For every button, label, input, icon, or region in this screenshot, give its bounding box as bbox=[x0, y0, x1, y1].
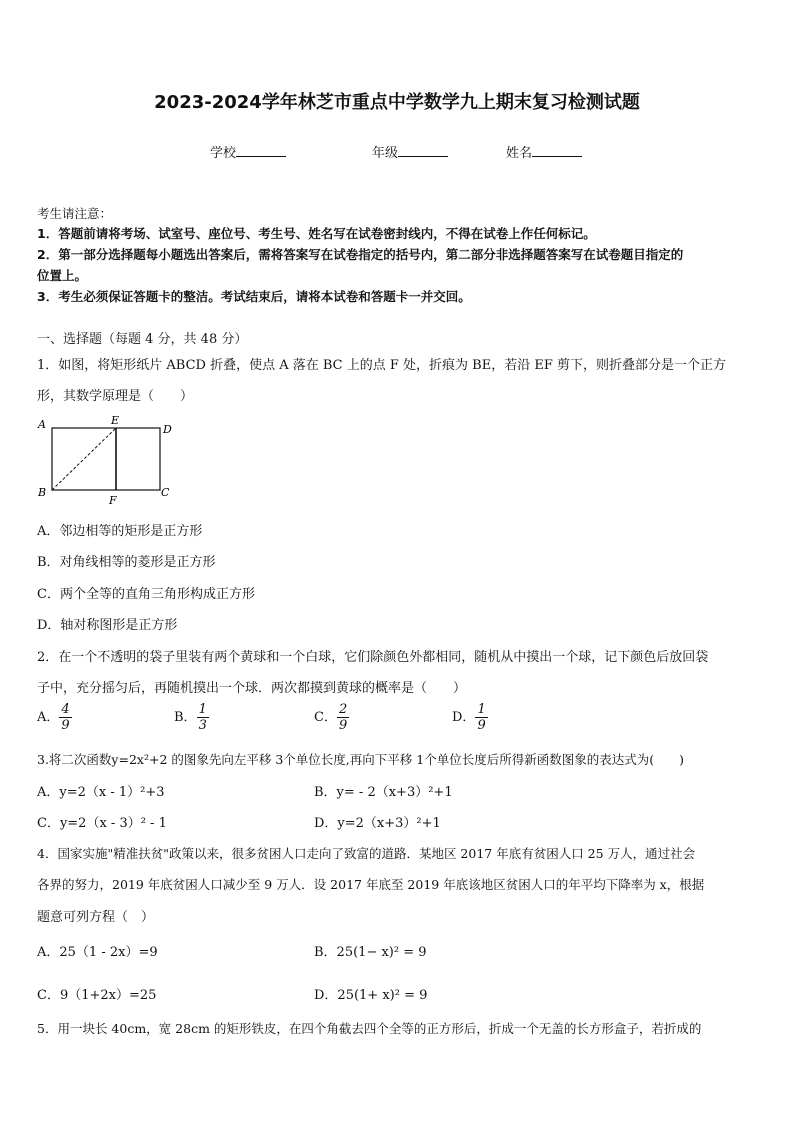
school-label: 学校 bbox=[210, 146, 237, 161]
notice-item: 2．第一部分选择题每小题选出答案后，需将答案写在试卷指定的括号内，第二部分非选择题答案写在试卷题目指定的 bbox=[37, 247, 684, 262]
denominator: 9 bbox=[477, 718, 486, 733]
q3-option-a[interactable]: A．y=2（x - 1）²+3 bbox=[37, 785, 165, 800]
label-d: D bbox=[163, 423, 172, 436]
grade-blank[interactable] bbox=[398, 144, 448, 157]
question-4-line: 4．国家实施"精准扶贫"政策以来，很多贫困人口走向了致富的道路．某地区 2017 年底有贫困人口 25 万人，通过社会 bbox=[37, 846, 696, 861]
q3-option-b[interactable]: B．y= - 2（x+3）²+1 bbox=[314, 785, 453, 800]
q2-option-b[interactable] bbox=[174, 702, 209, 733]
q1-option-a[interactable]: A．邻边相等的矩形是正方形 bbox=[37, 524, 203, 539]
q4-option-c[interactable]: C．9（1+2x）=25 bbox=[37, 988, 157, 1003]
q1-option-d[interactable]: D．轴对称图形是正方形 bbox=[37, 618, 178, 633]
q2-option-a[interactable] bbox=[37, 702, 72, 733]
question-1-line: 形，其数学原理是（ ） bbox=[37, 389, 194, 404]
q2-option-c[interactable] bbox=[314, 702, 349, 733]
school-field[interactable] bbox=[210, 142, 286, 161]
notice-item: 位置上。 bbox=[37, 268, 88, 283]
numerator: 4 bbox=[61, 702, 70, 717]
numerator: 1 bbox=[477, 702, 486, 717]
notice-heading: 考生请注意： bbox=[37, 206, 113, 221]
page-title: 2023-2024学年林芝市重点中学数学九上期末复习检测试题 bbox=[154, 92, 640, 113]
numerator: 2 bbox=[338, 702, 348, 717]
label-b: B bbox=[38, 486, 47, 499]
q4-option-a[interactable]: A．25（1 - 2x）=9 bbox=[37, 945, 158, 960]
fold-line-be bbox=[52, 428, 116, 490]
notice-item: 3．考生必须保证答题卡的整洁。考试结束后，请将本试卷和答题卡一并交回。 bbox=[37, 289, 471, 304]
numerator: 1 bbox=[198, 702, 207, 717]
q2-option-c-label: C． bbox=[314, 710, 337, 725]
denominator: 9 bbox=[338, 718, 348, 733]
q2-option-d-label: D． bbox=[452, 710, 476, 725]
fraction bbox=[59, 702, 71, 733]
question-2-line: 子中，充分摇匀后，再随机摸出一个球．两次都摸到黄球的概率是（ ） bbox=[37, 681, 467, 696]
fraction bbox=[475, 702, 487, 733]
q3-option-c[interactable]: C．y=2（x - 3）² - 1 bbox=[37, 816, 167, 831]
q2-option-a-label: A． bbox=[37, 710, 60, 725]
school-blank[interactable] bbox=[236, 144, 286, 157]
name-label: 姓名 bbox=[506, 146, 533, 161]
fraction bbox=[337, 702, 349, 733]
label-c: C bbox=[161, 486, 170, 499]
grade-field[interactable] bbox=[372, 142, 448, 161]
q1-option-b[interactable]: B．对角线相等的菱形是正方形 bbox=[37, 555, 216, 570]
question-2-line: 2．在一个不透明的袋子里装有两个黄球和一个白球，它们除颜色外都相同，随机从中摸出一个球，记下颜色后放回袋 bbox=[37, 650, 709, 665]
q1-option-c[interactable]: C．两个全等的直角三角形构成正方形 bbox=[37, 587, 255, 602]
rectangle-fold-figure bbox=[32, 412, 182, 508]
notice-item: 1．答题前请将考场、试室号、座位号、考生号、姓名写在试卷密封线内，不得在试卷上作任何标记。 bbox=[37, 226, 596, 241]
q2-option-b-label: B． bbox=[174, 710, 197, 725]
name-blank[interactable] bbox=[532, 144, 582, 157]
question-4-line: 题意可列方程（ ） bbox=[37, 910, 155, 925]
label-f: F bbox=[109, 494, 117, 507]
question-5-line: 5．用一块长 40cm，宽 28cm 的矩形铁皮，在四个角截去四个全等的正方形后，折成一个无盖的长方形盒子，若折成的 bbox=[37, 1021, 702, 1036]
section-heading: 一、选择题（每题 4 分，共 48 分） bbox=[37, 332, 248, 347]
q4-option-b[interactable]: B．25(1− x)² = 9 bbox=[314, 945, 427, 960]
grade-label: 年级 bbox=[372, 146, 399, 161]
name-field[interactable] bbox=[506, 142, 582, 161]
question-1-line: 1．如图，将矩形纸片 ABCD 折叠，使点 A 落在 BC 上的点 F 处，折痕为 BE，若沿 EF 剪下，则折叠部分是一个正方 bbox=[37, 358, 726, 373]
question-3-line: 3.将二次函数y=2x²+2 的图象先向左平移 3个单位长度,再向下平移 1个单位长度后所得新函数图象的表达式为( ) bbox=[37, 752, 684, 767]
label-e: E bbox=[111, 414, 120, 427]
q2-option-d[interactable] bbox=[452, 702, 488, 733]
q4-option-d[interactable]: D．25(1+ x)² = 9 bbox=[314, 988, 428, 1003]
q3-option-d[interactable]: D．y=2（x+3）²+1 bbox=[314, 816, 441, 831]
denominator: 9 bbox=[61, 718, 70, 733]
fraction bbox=[197, 702, 209, 733]
question-4-line: 各界的努力，2019 年底贫困人口减少至 9 万人．设 2017 年底至 2019 年底该地区贫困人口的年平均下降率为 x，根据 bbox=[37, 877, 705, 892]
denominator: 3 bbox=[198, 718, 207, 733]
label-a: A bbox=[38, 418, 46, 431]
